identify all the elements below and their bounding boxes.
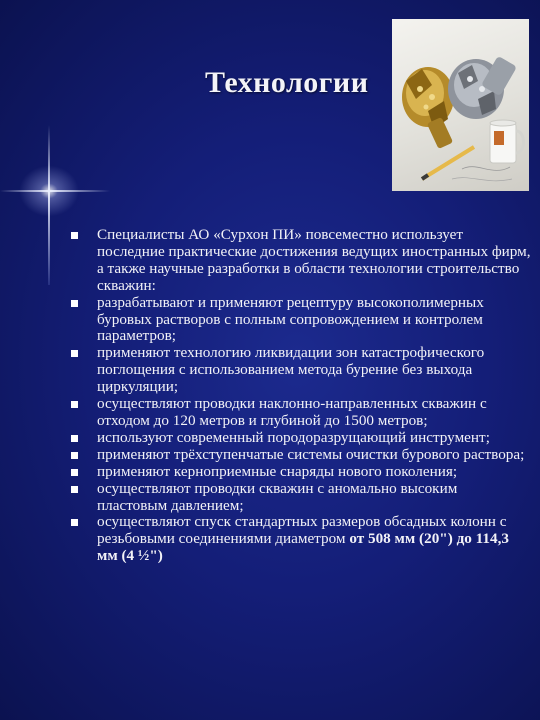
list-item-text: используют современный породоразрущающий инструмент; — [97, 428, 490, 446]
square-bullet-icon — [71, 401, 78, 408]
list-item-text: применяют керноприемные снаряды нового поколения; — [97, 462, 458, 480]
list-item-text: применяют трёхступенчатые системы очистки бурового раствора; — [97, 445, 525, 463]
sparkle-vertical-ray — [48, 125, 50, 285]
list-item — [71, 295, 531, 346]
list-item-text: применяют технологию ликвидации зон катастрофического поглощения с использованием метода бурение без выхода циркуляции; — [97, 344, 485, 396]
list-item — [71, 481, 531, 515]
list-item — [71, 464, 531, 481]
list-item — [71, 227, 531, 295]
list-item-bold-text: от 508 мм (20") до 114,3 мм (4 ½") — [97, 530, 509, 565]
list-item — [71, 430, 531, 447]
list-item-text: осуществляют проводки скважин с аномально высоким пластовым давлением; — [97, 479, 458, 514]
list-item-text: осуществляют спуск стандартных размеров обсадных колонн с резьбовыми соединениями диаметром — [97, 513, 507, 548]
list-item — [71, 396, 531, 430]
slide-title: Технологии — [205, 66, 369, 99]
drill-bits-illustration — [392, 19, 529, 191]
sparkle-horizontal-ray — [0, 190, 110, 192]
list-item-text: осуществляют проводки наклонно-направленных скважин с отходом до 120 метров и глубиной до 1500 метров; — [97, 395, 487, 429]
square-bullet-icon — [71, 300, 78, 307]
list-item — [71, 514, 531, 565]
square-bullet-icon — [71, 519, 78, 526]
list-item — [71, 447, 531, 464]
square-bullet-icon — [71, 232, 78, 239]
list-item-text: разрабатывают и применяют рецептуру высокополимерных буровых растворов с полным сопровождением и контролем параметров; — [97, 293, 484, 345]
list-item — [71, 345, 531, 396]
list-item-text: Специалисты АО «Сурхон ПИ» повсеместно использует последние практические достижения ведущих иностранных фирм, а также научные разработки в области технологии строительство скважин: — [97, 226, 531, 294]
square-bullet-icon — [71, 469, 78, 476]
square-bullet-icon — [71, 452, 78, 459]
square-bullet-icon — [71, 435, 78, 442]
square-bullet-icon — [71, 486, 78, 493]
bullet-list — [71, 227, 531, 565]
square-bullet-icon — [71, 350, 78, 357]
drilling-tools-photo — [392, 19, 529, 191]
